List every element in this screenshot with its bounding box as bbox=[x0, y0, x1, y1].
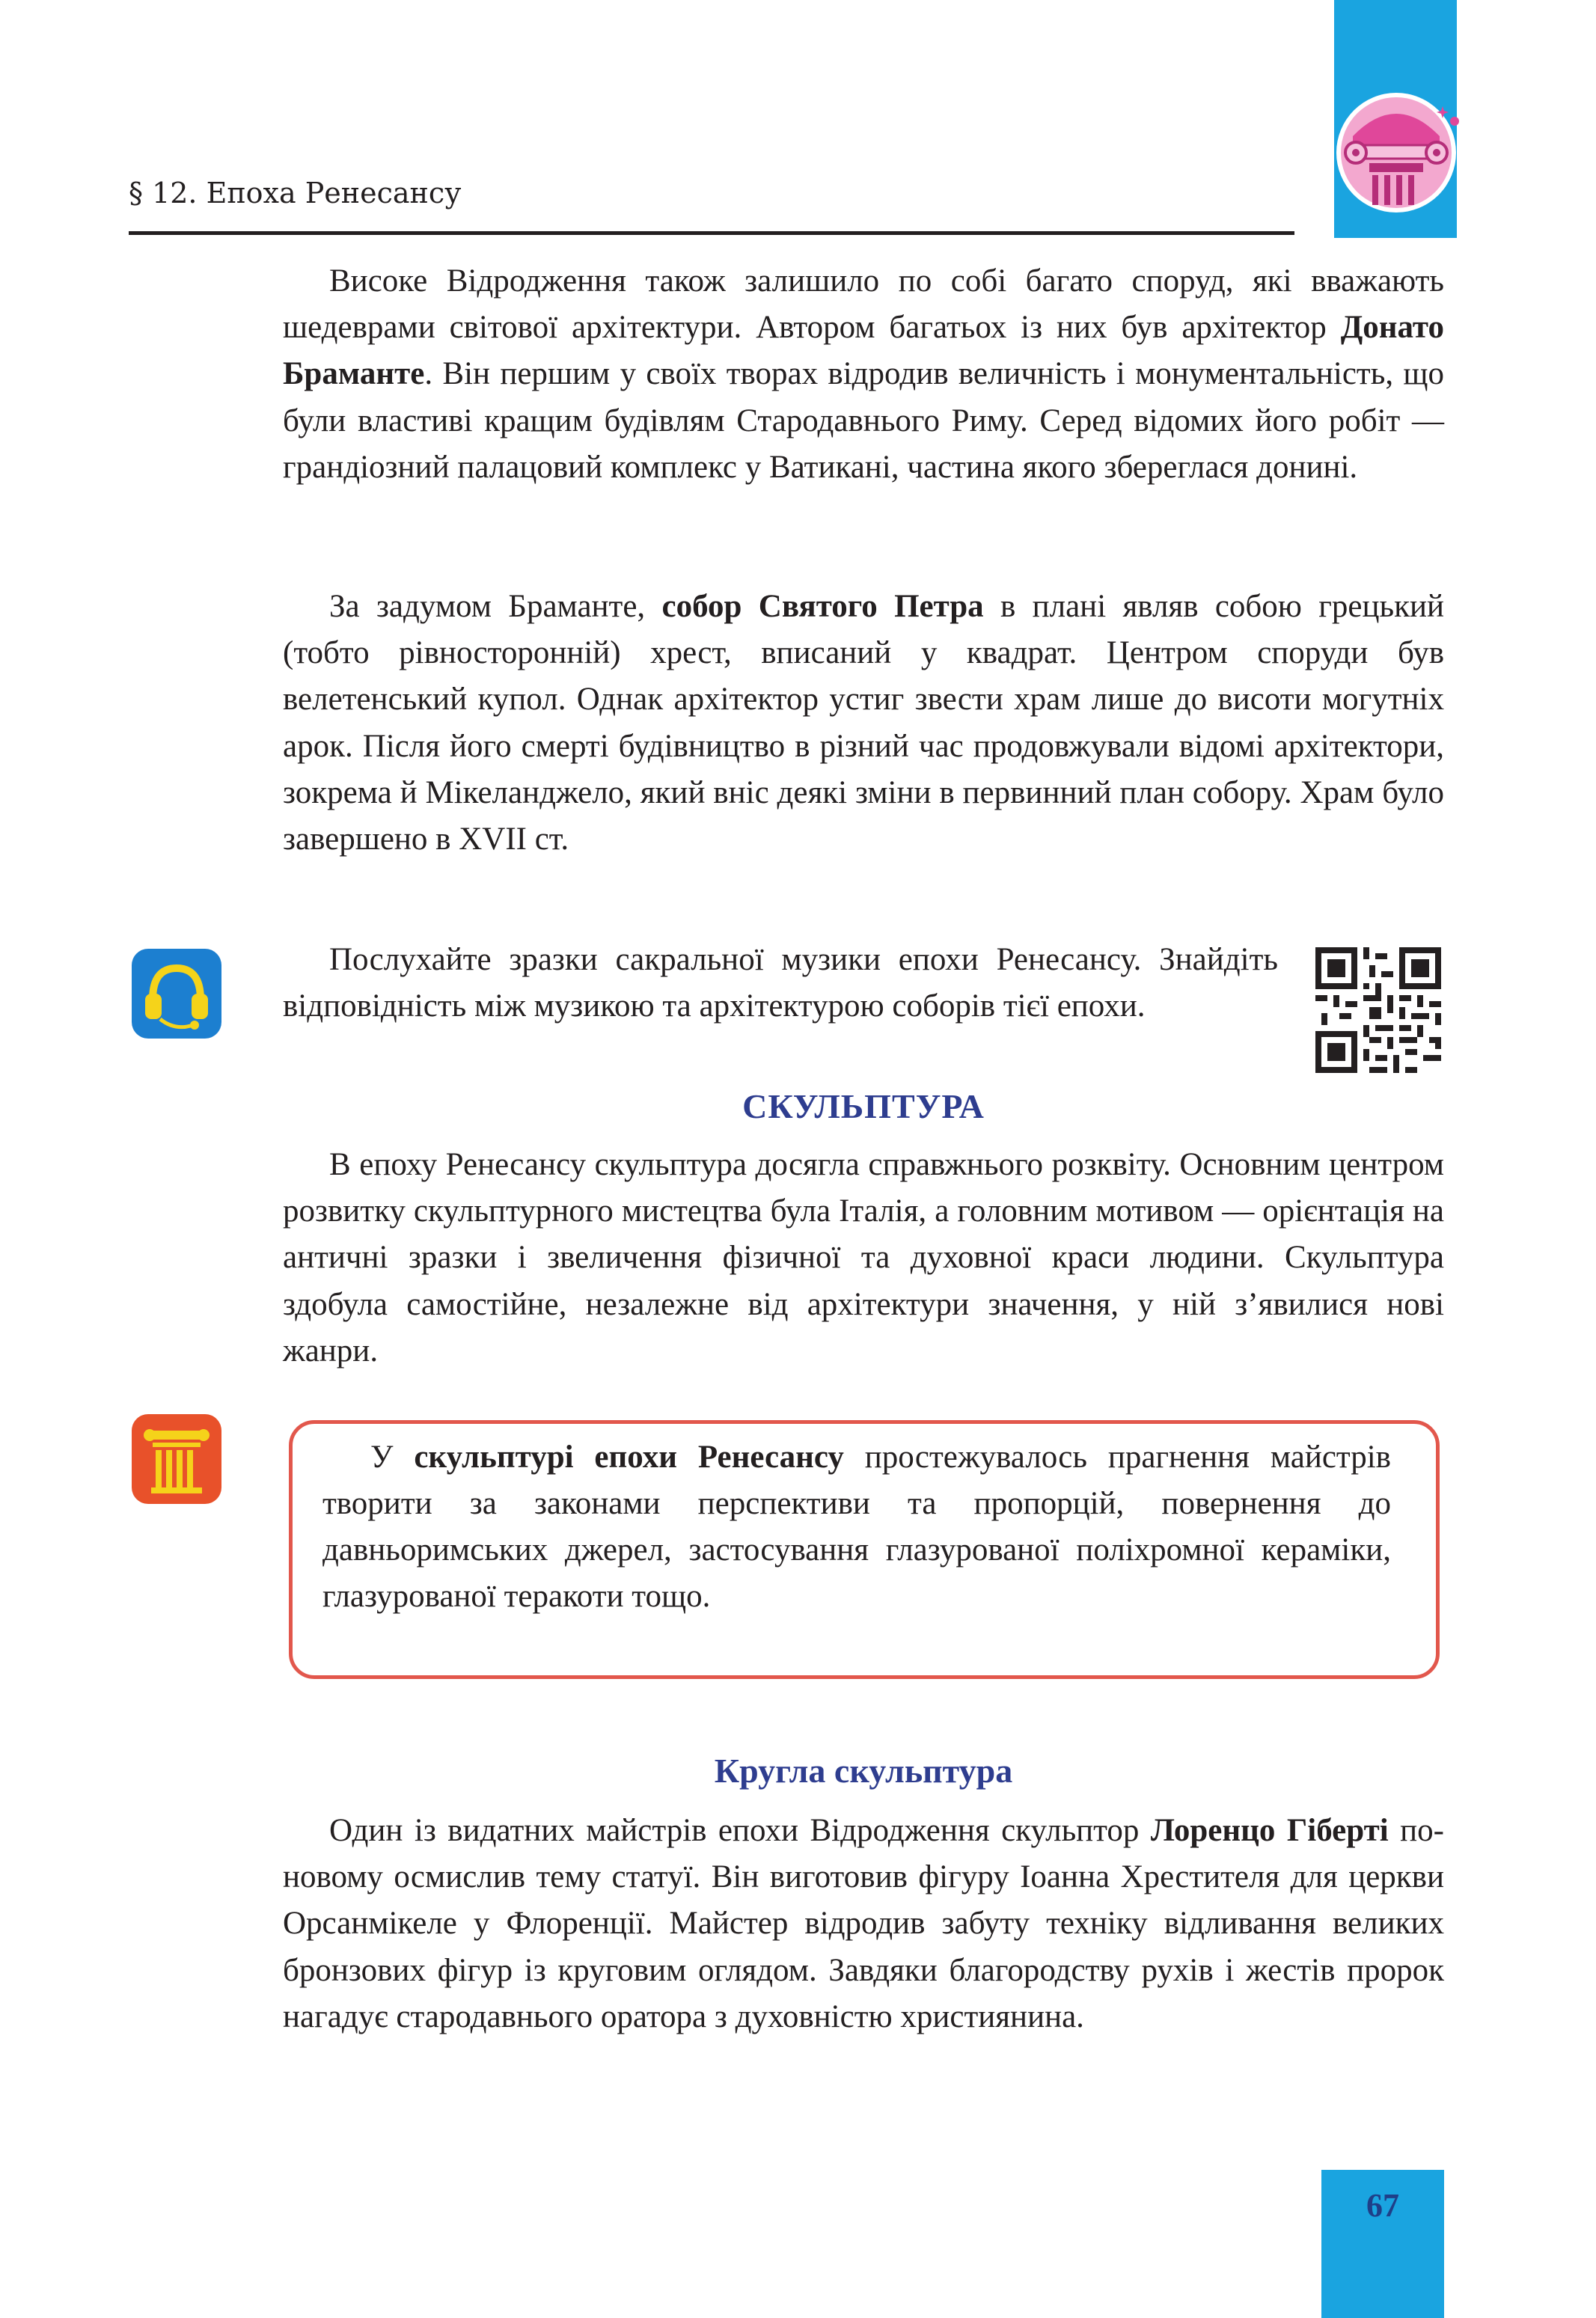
term-renaissance-sculpture: скульптурі епохи Ренесансу bbox=[414, 1440, 844, 1475]
ionic-column-capital-icon bbox=[1330, 84, 1465, 218]
header-rule bbox=[129, 231, 1294, 235]
heading-sculpture: СКУЛЬПТУРА bbox=[742, 1087, 985, 1125]
paragraph-st-peter: За задумом Браманте, собор Святого Петра в плані являв собою грецький (тобто рівносторонній) хрест, вписаний у квадрат. Центром споруди був велетенський купол. Однак архітектор устиг звести храм лише до висоти могутніх арок. Після його смерті будівництво в різний час продовжували відомі архітектори, зокрема й Мікеланджело, який вніс деякі зміни в первинний план собору. Храм було завершено в XVII ст. bbox=[283, 589, 1445, 857]
paragraph-bramante: Високе Відродження також залишило по собі багато споруд, які вважають шедеврами світової архітектури. Автором багатьох із них був архітектор Донато Браманте. Він першим у своїх творах відродив величність і монументальність, що були властиві кращим будівлям Стародавнього Риму. Серед відомих його робіт — грандіозний палацовий комплекс у Ватикані, частина якого збереглася донині. bbox=[283, 263, 1444, 485]
callout-text: У скульптурі епохи Ренесансу простежувалось прагнення майстрів творити за законами перспективи та пропорцій, повернення до давньоримських джерел, застосування глазурованої поліхромної кераміки, глазурованої теракоти тощо. bbox=[322, 1440, 1391, 1614]
heading-round-sculpture: Кругла скульптура bbox=[714, 1752, 1013, 1790]
headphones-icon bbox=[130, 947, 223, 1040]
paragraph-ghiberti: Один із видатних майстрів епохи Відродження скульптор Лоренцо Гіберті по-новому осмислив тему статуї. Він виготовив фігуру Іоанна Хрестителя для церкви Орсанмікеле у Флоренції. Майстер відродив забуту техніку відливання великих бронзових фігур із круговим оглядом. Завдяки благородству рухів і жестів пророк нагадує стародавнього оратора з духовністю християнина. bbox=[283, 1813, 1444, 2034]
callout-box bbox=[289, 1420, 1440, 1679]
page-number: 67 bbox=[1366, 2187, 1399, 2224]
listen-task: Послухайте зразки сакральної музики епохи Ренесансу. Знайдіть відповідність між музикою та архітектурою соборів тієї епохи. bbox=[283, 942, 1278, 1024]
column-icon bbox=[130, 1413, 223, 1505]
running-header: § 12. Епоха Ренесансу bbox=[129, 177, 462, 210]
paragraph-sculpture-intro: В епоху Ренесансу скульптура досягла справжнього розквіту. Основним центром розвитку скульптурного мистецтва була Італія, а головним мотивом — орієнтація на античні зразки і звеличення фізичної та духовної краси людини. Скульптура здобула самостійне, незалежне від архітектури значення, у ній з’явилися нові жанри. bbox=[283, 1147, 1444, 1369]
term-ghiberti: Лоренцо Гіберті bbox=[1150, 1813, 1389, 1848]
qr-code[interactable] bbox=[1315, 947, 1441, 1073]
term-st-peter: собор Святого Петра bbox=[661, 589, 984, 624]
term-bramante: Донато Браманте bbox=[283, 310, 1444, 392]
